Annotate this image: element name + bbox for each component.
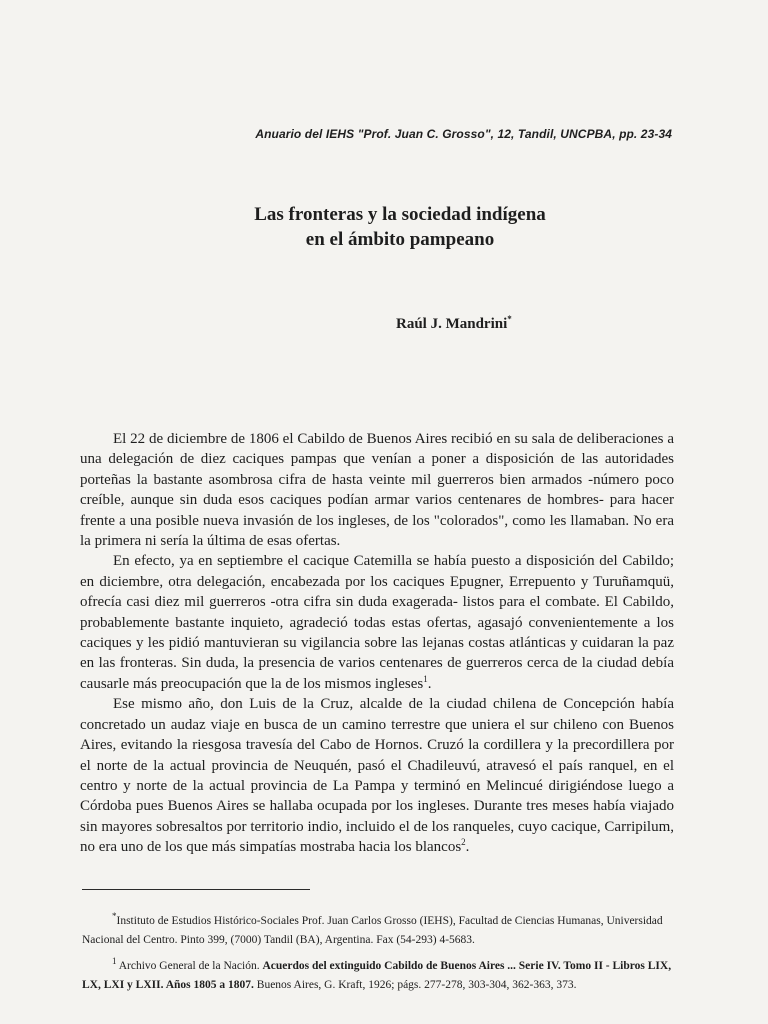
paragraph-2-end: . (427, 675, 432, 692)
footnote-1-mark: 1 (112, 956, 117, 966)
article-body (80, 429, 674, 858)
footnote-1-source: Acuerdos del extinguido Cabildo de Buenos Aires ... Serie IV. Tomo II - Libros LIX, LX, LXI y LXII. Años 1805 a 1807. (82, 960, 672, 991)
author-text: Raúl J. Mandrini (396, 316, 508, 332)
paragraph-2 (80, 551, 674, 694)
footnote-author (82, 912, 674, 950)
footnote-1-tail: Buenos Aires, G. Kraft, 1926; págs. 277-278, 303-304, 362-363, 373. (256, 979, 577, 991)
paragraph-3-text: Ese mismo año, don Luis de la Cruz, alcalde de la ciudad chilena de Concepción había concretado un audaz viaje en busca de un camino terrestre que uniera el sur chileno con Buenos Aires, evitando la riesgosa travesía del Cabo de Hornos. Cruzó la cordillera y la precordillera por el norte de la actual provincia de Neuquén, pasó el Chadileuvú, atravesó el país ranquel, en el centro y norte de la actual provincia de La Pampa y terminó en Melincué dirigiéndose luego a Córdoba pues Buenos Aires se hallaba ocupada por los ingleses. Durante tres meses había viajado sin mayores sobresaltos por territorio indio, incluido el de los ranqueles, cuyo cacique, Carripilum, no era uno de los que más simpatías mostraba hacia los blancos (80, 696, 674, 856)
title-line-2: en el ámbito pampeano (305, 229, 495, 250)
paragraph-3 (80, 694, 674, 857)
footnote-author-text: Instituto de Estudios Histórico-Sociales Prof. Juan Carlos Grosso (IEHS), Facultad de Ciencias Humanas, Universidad Nacional del Centro. Pinto 399, (7000) Tandil (BA), Argentina. Fax (54-293) 4-5683. (82, 915, 663, 946)
footnote-1-lead: Archivo General de la Nación. (118, 960, 260, 972)
footnote-author-mark: * (112, 911, 117, 921)
author-name (396, 314, 512, 333)
paragraph-2-text: En efecto, ya en septiembre el cacique Catemilla se había puesto a disposición del Cabildo; en diciembre, otra delegación, encabezada por los caciques Epugner, Errepuento y Turuñamquü, ofrecía casi diez mil guerreros -otra cifra sin duda exagerada- listos para el combate. El Cabildo, probablemente bastante inquieto, agradeció todas estas ofertas, agasajó convenientemente a los caciques y les pidió mantuvieran su vigilancia sobre las lejanas costas atlánticas y cuidaran la paz en las fronteras. Sin duda, la presencia de varios centenares de guerreros cerca de la ciudad debía causarle más preocupación que la de los mismos ingleses (80, 553, 674, 692)
footnote-1 (82, 957, 674, 995)
paragraph-1: El 22 de diciembre de 1806 el Cabildo de Buenos Aires recibió en su sala de deliberaciones a una delegación de diez caciques pampas que venían a poner a disposición de las autoridades porteñas la bastante asombrosa cifra de hasta veinte mil guerreros bien armados -número poco creíble, aunque sin duda esos caciques podían armar varios centenares de hombres- para hacer frente a una posible nueva invasión de los ingleses, de los "colorados", como les llamaban. No era la primera ni sería la última de esas ofertas. (80, 431, 674, 550)
footnote-separator (82, 889, 310, 890)
footnote-ref-1: 1 (423, 673, 428, 684)
article-title (120, 202, 680, 252)
author-footnote-mark: * (507, 314, 512, 324)
paragraph-3-end: . (465, 839, 470, 856)
running-header: Anuario del IEHS "Prof. Juan C. Grosso", 12, Tandil, UNCPBA, pp. 23-34 (255, 127, 672, 141)
title-line-1: Las fronteras y la sociedad indígena (254, 204, 546, 225)
footnotes (82, 912, 674, 1002)
footnote-ref-2: 2 (461, 837, 466, 848)
